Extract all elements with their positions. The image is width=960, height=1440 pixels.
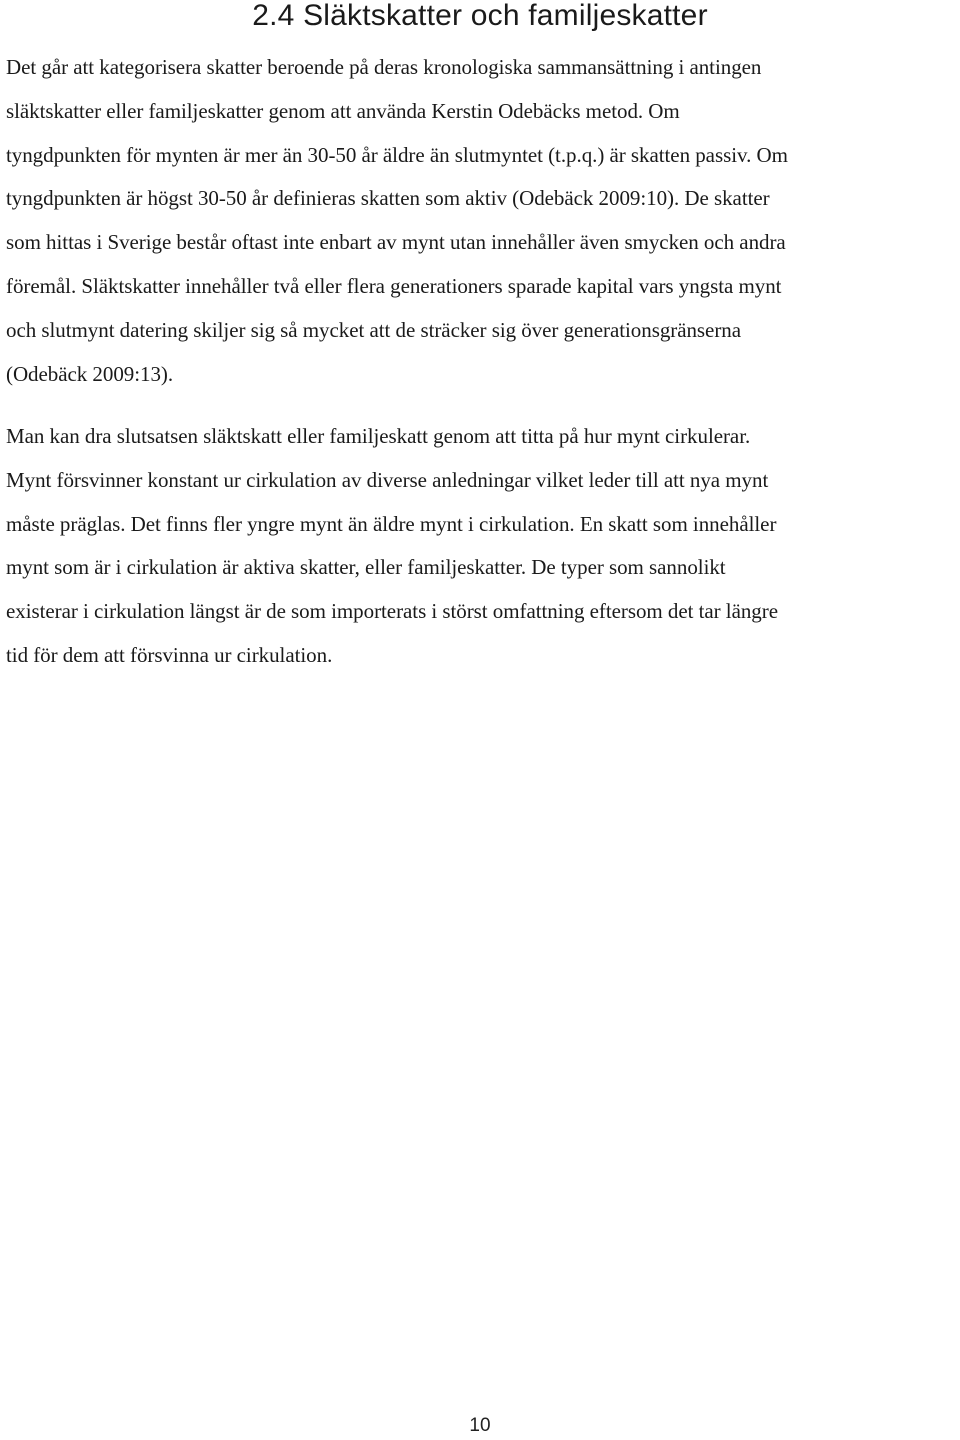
text-line: tid för dem att försvinna ur cirkulation.: [6, 642, 333, 667]
text-line: mynt som är i cirkulation är aktiva skatter, eller familjeskatter. De typer som sannolikt: [6, 555, 726, 580]
text-line: existerar i cirkulation längst är de som importerats i störst omfattning eftersom det tar längre: [6, 599, 778, 624]
text-line: Det går att kategorisera skatter beroende på deras kronologiska sammansättning i antingen: [6, 55, 762, 79]
text-line: släktskatter eller familjeskatter genom att använda Kerstin Odebäcks metod. Om: [6, 98, 680, 123]
body-paragraph: [6, 415, 956, 678]
page-number: 10: [469, 1415, 491, 1436]
text-line: och slutmynt datering skiljer sig så mycket att de sträcker sig över generationsgränserna: [6, 317, 741, 342]
text-line: som hittas i Sverige består oftast inte enbart av mynt utan innehåller även smycken och andra: [6, 230, 786, 255]
text-line: Mynt försvinner konstant ur cirkulation av diverse anledningar vilket leder till att nya mynt: [6, 467, 769, 492]
text-line: föremål. Släktskatter innehåller två eller flera generationers sparade kapital vars yngsta mynt: [6, 273, 782, 298]
section-heading: 2.4 Släktskatter och familjeskatter: [252, 0, 708, 32]
text-line: tyngdpunkten för mynten är mer än 30-50 år äldre än slutmyntet (t.p.q.) är skatten passiv. Om: [6, 142, 788, 167]
text-line: måste präglas. Det finns fler yngre mynt än äldre mynt i cirkulation. En skatt som innehåller: [6, 511, 777, 536]
text-line: (Odebäck 2009:13).: [6, 361, 174, 386]
text-line: tyngdpunkten är högst 30-50 år definieras skatten som aktiv (Odebäck 2009:10). De skatter: [6, 186, 770, 211]
text-line: Man kan dra slutsatsen släktskatt eller familjeskatt genom att titta på hur mynt cirkulerar.: [6, 424, 751, 448]
body-paragraph: [6, 46, 956, 396]
